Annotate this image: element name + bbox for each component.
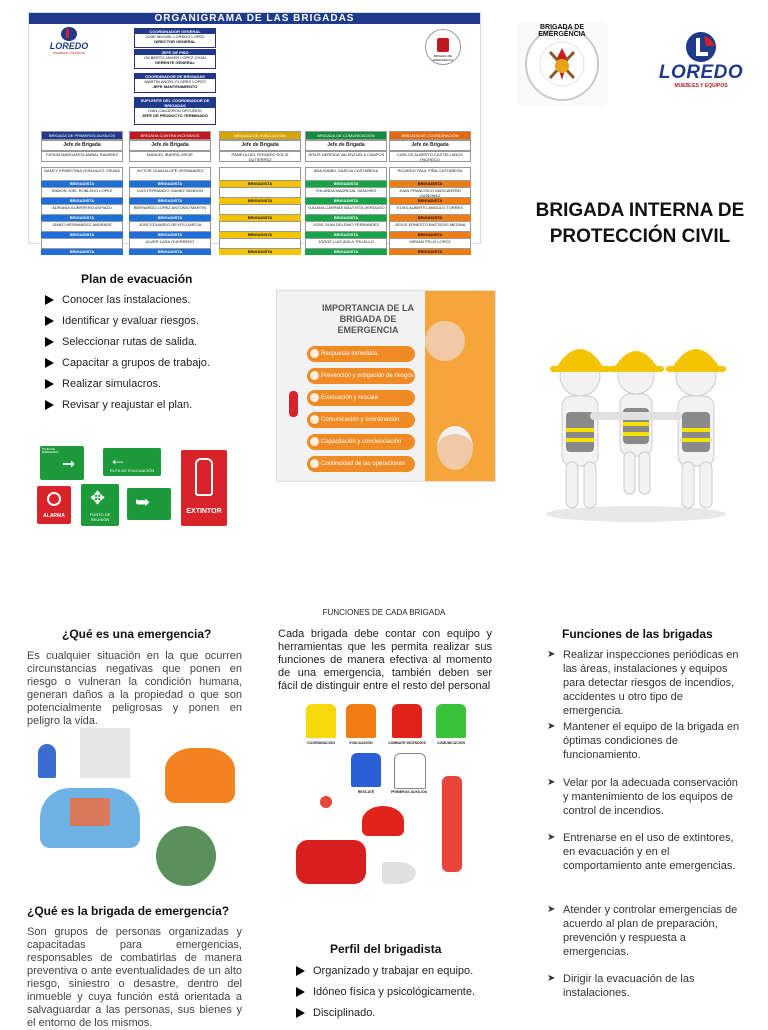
arrow-icon <box>296 966 305 976</box>
arrow-icon <box>45 400 54 410</box>
pollution-illustration <box>156 826 216 886</box>
org-logo-sub: MUEBLES Y EQUIPOS <box>53 51 85 55</box>
brigade-seal <box>516 22 608 106</box>
main-title: BRIGADA INTERNA DE PROTECCIÓN CIVIL <box>535 200 745 247</box>
functions-list <box>543 648 743 1008</box>
list-item: ➤ Dirigir la evacuación de las instalaciones. <box>547 973 695 999</box>
org-box-coordinator: COORDINADOR GENERAL JOSE MIGUEL LOREDO LOPEZ DIRECTOR GENERAL <box>134 28 216 48</box>
infographic-item: Evacuación y rescate <box>307 390 415 406</box>
list-item: Idóneo física y psicológicamente. <box>296 982 475 1003</box>
infographic-item: Continuidad de las operaciones <box>307 456 415 472</box>
list-item: Disciplinado. <box>296 1003 475 1024</box>
vest-communication <box>436 704 466 738</box>
brigade-title: ¿Qué es la brigada de emergencia? <box>27 904 230 918</box>
exit-sign: SALIDA DE EMERGENCIA ➞ <box>40 446 84 480</box>
fire-illustration <box>165 748 235 803</box>
list-item: Organizado y trabajar en equipo. <box>296 961 475 982</box>
profile-list <box>296 961 475 1024</box>
arrow-icon <box>45 316 54 326</box>
functions-title: Funciones de las brigadas <box>562 627 713 641</box>
helmet-icon <box>362 806 404 836</box>
loredo-logo-mark <box>658 30 744 64</box>
org-seal-icon <box>437 38 449 52</box>
org-box-substitute: SUPLENTE DEL COORDINADOR DE BRIGADAS IVAN CALDERON ORTUÑOS JEFE DE PRODUCTO TERMINADO <box>134 97 216 125</box>
alarm-icon <box>47 492 61 506</box>
list-item: ➤ Velar por la adecuada conservación y mantenimiento de los equipos de control de incendios. <box>547 777 738 817</box>
chevron-right-icon: ➤ <box>547 649 556 660</box>
extinguisher-sign: EXTINTOR <box>181 450 227 526</box>
emergency-text: Es cualquier situación en la que ocurren circunstancias negativas que ponen en riesgo o vulneran la condición humana, generan daños a la propiedad o que son potencialmente peligrosas y ponen en peligro la vida. <box>27 650 242 727</box>
org-column-communication: BRIGADA DE COMUNICACIÓN Jefe de Brigada JESUS NEREIDA VALENZUELA CAMPOS ANA ISABEL GARCIA CASTAÑEDA BRIGADISTA YOLANDA MADRIGAL SANCHEZ BRIGADISTA YULIANA CARRIAS BAUTISTA VERDUGO BRIGADISTA JOSE JUAN DELFINO FERNANDEZ BRIGADISTA JORGE LUIS AVILA TRUJILLO BRIGADISTA <box>305 131 387 255</box>
list-item: ➤ Atender y controlar emergencias de acuerdo al plan de preparación, prevención y respuesta a emergencias. <box>547 904 738 958</box>
arrow-icon <box>45 295 54 305</box>
megaphone-icon <box>382 862 416 884</box>
first-aid-bag-icon <box>296 840 366 884</box>
list-item: Capacitar a grupos de trabajo. <box>45 353 210 374</box>
arrow-icon <box>45 358 54 368</box>
list-item: ➤ Mantener el equipo de la brigada en óptimas condiciones de funcionamiento. <box>547 721 740 761</box>
org-seal-text: BRIGADA DE EMERGENCIA <box>432 54 454 62</box>
infographic-item: Comunicación y coordinación <box>307 412 415 428</box>
emergency-title: ¿Qué es una emergencia? <box>62 627 212 641</box>
org-box-brigade-coordinator: COORDINADOR DE BRIGADAS MARTIN ANGEL FLORES LOPEZ JEFE MANTENIMIENTO <box>134 73 216 93</box>
stairs-sign <box>127 488 171 520</box>
alarm-sign: ALARMA <box>37 486 71 524</box>
list-item: Revisar y reajustar el plan. <box>45 395 210 416</box>
emergency-illustrations <box>30 718 245 898</box>
fire-extinguisher-icon <box>289 391 298 417</box>
arrow-icon <box>45 379 54 389</box>
loredo-logo-text: LOREDO <box>658 62 744 83</box>
org-column-coordination: BRIGADA DE COORDINACIÓN Jefe de Brigada CARLOS ALBERTO CASTELLANOS PACHECO RICARDO PAUL PIÑA CASTAÑEDA BRIGADISTA JUAN FRANCISCO MASCAREÑO QUIÑONEZ BRIGADISTA ELVIS ALBERTO ANGULO TORRES BRIGADISTA JESUS ERNESTO BASTIDAS MEDINA BRIGADISTA MIRIAM FELIX LOPEZ BRIGADISTA <box>389 131 471 255</box>
chevron-right-icon: ➤ <box>547 832 556 843</box>
org-chart-title: ORGANIGRAMA DE LAS BRIGADAS <box>29 13 480 24</box>
earthquake-illustration <box>80 728 130 778</box>
vest-evacuation <box>346 704 376 738</box>
infographic-item: Respuesta inmediata <box>307 346 415 362</box>
vest-coordination <box>306 704 336 738</box>
brigade-text: Son grupos de personas organizadas y capacitadas para emergencias, responsables de combatirlas de manera preventiva o ante eventualidades de un alto riesgo, siniestro o desastre, dentro del inmueble y cuya función está orientada a salvaguardar a las personas, sus bienes y el entorno de los mismos. <box>27 926 242 1029</box>
list-item: Seleccionar rutas de salida. <box>45 332 210 353</box>
org-logo <box>43 27 95 57</box>
list-item: Identificar y evaluar riesgos. <box>45 311 210 332</box>
org-box-floor-chief: JEFE DE PISO GILBERTO JAVIER LOPEZ CHAN GERENTE GENERAL <box>134 49 216 69</box>
chevron-right-icon: ➤ <box>547 973 556 984</box>
loredo-logo-sub: MUEBLES Y EQUIPOS <box>674 83 728 89</box>
route-sign: ← RUTA DE EVACUACIÓN <box>103 448 161 476</box>
org-column-first-aid: BRIGADA DE PRIMEROS AUXILIOS Jefe de Brigada FATIMA MARGARITA AMBAL RAMIREZ NANCY ERNESTINA GONZALEZ OSUNA BRIGADISTA RAMON JOEL ROBLEDO LOPEZ BRIGADISTA ADRIANA GUERRERO ASPIAZU BRIGADISTA JANEO HERNANDEZ ANDRADE BRIGADISTA BRIGADISTA <box>41 131 123 255</box>
functions-each-text: Cada brigada debe contar con equipo y herramientas que les permita realizar sus funciones de manera efectiva al momento de una emergencia, también deben ser fácil de distinguir entre el resto del personal <box>278 628 492 692</box>
brigade-seal-text: BRIGADA DE EMERGÊNCIA <box>538 24 586 38</box>
stairs-icon: ➥ <box>135 492 151 512</box>
running-man-icon: ➞ <box>62 456 76 473</box>
meeting-point-sign: ✥ PUNTO DE REUNIÓN <box>81 484 119 526</box>
extinguisher-icon <box>195 458 213 496</box>
hose-icon <box>442 776 462 872</box>
evacuation-list <box>45 290 210 416</box>
org-column-fire: BRIGADA CONTRA INCENDIOS Jefe de Brigada MANUEL IBARRA URIVE VICTOR GUADALUPE HERNANDEZ BRIGADISTA LUIS FERNANDO GAMEZ SENDON BRIGADISTA BERNARDO LOPEZ ANTONIO MARTIN BRIGADISTA JOSE EDUARDO REYES GARCIA BRIGADISTA ALVER LARA GUERRERO BRIGADISTA <box>129 131 211 255</box>
org-logo-mark <box>61 27 77 41</box>
list-item: ➤ Entrenarse en el uso de extintores, en evacuación y en el comportamiento ante emergencias. <box>547 832 736 872</box>
arrow-icon <box>296 987 305 997</box>
importance-infographic <box>276 290 496 482</box>
person-running-icon <box>38 744 56 778</box>
org-column-evacuation: BRIGADA DE EVACUACIÓN Jefe de Brigada PAMELA DEL ROSARIO SOLIS GUTIERREZ BRIGADISTA BRIGADISTA BRIGADISTA BRIGADISTA BRIGADISTA <box>219 131 301 255</box>
org-chart <box>28 12 481 254</box>
infographic-item: Prevención y mitigación de riesgos <box>307 368 415 384</box>
house-flood-icon <box>70 798 110 826</box>
list-item: ➤ Realizar inspecciones periódicas en las áreas, instalaciones y equipos para detectar riesgos de incendios, accidentes u otro tipo de emergencia. <box>547 649 739 717</box>
chevron-right-icon: ➤ <box>547 777 556 788</box>
org-logo-text: LOREDO <box>49 41 89 51</box>
infographic-title: IMPORTANCIA DE LA BRIGADA DE EMERGENCIA <box>322 303 414 335</box>
equipment-illustration <box>296 770 476 910</box>
profile-title: Perfil del brigadista <box>330 942 442 956</box>
loredo-logo <box>658 30 744 90</box>
chevron-right-icon: ➤ <box>547 904 556 915</box>
worker-illustration <box>437 426 473 470</box>
list-item: Realizar simulacros. <box>45 374 210 395</box>
team-figures-illustration <box>528 316 744 526</box>
arrow-icon <box>296 1008 305 1018</box>
small-red-item-icon <box>320 796 332 808</box>
chevron-right-icon: ➤ <box>547 721 556 732</box>
infographic-item: Capacitación y concienciación <box>307 434 415 450</box>
vest-fire <box>392 704 422 738</box>
org-seal <box>425 29 461 65</box>
vests-illustration: COORDINACIÓN EVACUACIÓN COMBATE INCENDIOS COMUNICACIÓN RESCATE PRIMEROS AUXILIOS <box>296 700 476 800</box>
list-item: Conocer las instalaciones. <box>45 290 210 311</box>
meeting-point-icon: ✥ <box>90 488 106 508</box>
arrow-icon <box>45 337 54 347</box>
functions-each-title: FUNCIONES DE CADA BRIGADA <box>322 608 446 617</box>
evacuation-title: Plan de evacuación <box>81 272 193 286</box>
left-arrow-icon: ← <box>109 449 127 469</box>
firefighter-illustration <box>425 321 465 361</box>
